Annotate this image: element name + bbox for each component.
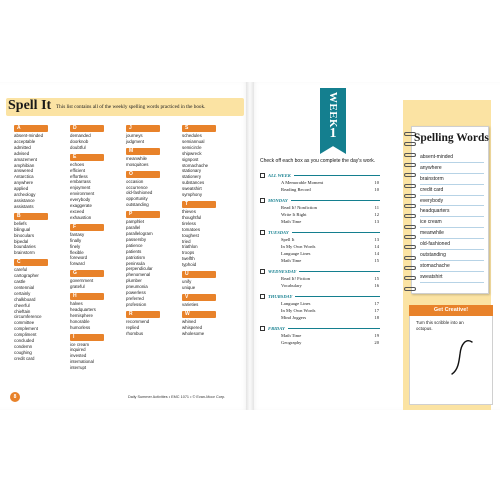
spelling-word: efficient bbox=[70, 167, 86, 173]
spelling-word: patients bbox=[126, 248, 142, 254]
spelling-word: applied bbox=[14, 186, 29, 192]
daily-checklist bbox=[260, 168, 380, 346]
sidebar-spelling-word: sweatshirt bbox=[420, 272, 484, 283]
spelling-word: echoes bbox=[70, 161, 85, 167]
spelling-word: amazement bbox=[14, 156, 37, 162]
activity-name: Geography bbox=[281, 340, 302, 345]
day-heading bbox=[260, 228, 380, 236]
get-creative-title: Get Creative! bbox=[409, 305, 493, 316]
get-creative-text: Turn this scribble into an octopus. bbox=[416, 320, 464, 331]
spelling-word: assistants bbox=[14, 203, 34, 209]
letter-heading: H bbox=[70, 293, 104, 300]
spelling-word: patience bbox=[126, 242, 143, 248]
spelling-word: mosquitoes bbox=[126, 161, 149, 167]
spelling-word: careful bbox=[14, 267, 28, 273]
day-rule bbox=[292, 232, 380, 233]
scribble-drawing[interactable] bbox=[446, 334, 476, 380]
spelling-word: toughest bbox=[182, 232, 199, 238]
spelling-word: foreword bbox=[70, 255, 88, 261]
spelling-word: answered bbox=[14, 168, 34, 174]
activity-row bbox=[260, 339, 380, 346]
letter-heading: J bbox=[126, 125, 160, 132]
day-checkbox[interactable] bbox=[260, 230, 265, 235]
spelling-word: sweatshirt bbox=[182, 186, 202, 192]
day-checkbox[interactable] bbox=[260, 294, 265, 299]
instructions-text: Check off each box as you complete the day's work. bbox=[260, 158, 376, 164]
spiral-ring bbox=[404, 214, 416, 218]
spelling-word: invested bbox=[70, 353, 87, 359]
spiral-ring bbox=[404, 153, 416, 157]
activity-page: 14 bbox=[374, 251, 379, 256]
spelling-word: opportunity bbox=[126, 196, 148, 202]
spelling-word: binoculars bbox=[14, 232, 35, 238]
letter-heading: F bbox=[70, 224, 104, 231]
spelling-word: triathlon bbox=[182, 244, 198, 250]
spelling-word: ice cream bbox=[70, 341, 90, 347]
spelling-word: embarrass bbox=[70, 179, 91, 185]
day-label: FRIDAY bbox=[268, 325, 285, 331]
activity-name: Vocabulary bbox=[281, 283, 302, 288]
spelling-word: journeys bbox=[126, 133, 143, 138]
activity-row bbox=[260, 179, 380, 186]
day-checkbox[interactable] bbox=[260, 198, 265, 203]
activity-row bbox=[260, 236, 380, 243]
activity-row bbox=[260, 243, 380, 250]
spelling-word: meanwhile bbox=[126, 155, 147, 161]
activity-name: Math Time bbox=[281, 333, 302, 338]
word-column-1 bbox=[14, 122, 64, 362]
day-label: TUESDAY bbox=[268, 229, 289, 235]
spelling-word: signpost bbox=[182, 156, 199, 162]
activity-name: Reading Record bbox=[281, 187, 311, 192]
spelling-word: stomachache bbox=[182, 162, 209, 168]
spiral-ring bbox=[404, 256, 416, 260]
spelling-word: phenomenal bbox=[126, 272, 151, 278]
spelling-word: whined bbox=[182, 318, 196, 324]
day-heading bbox=[260, 324, 380, 332]
day-label: WEDNESDAY bbox=[268, 268, 297, 274]
letter-heading: C bbox=[14, 259, 48, 266]
spelling-word: tireless bbox=[182, 220, 196, 226]
letter-heading: O bbox=[126, 171, 160, 178]
spelling-word: varieties bbox=[182, 301, 199, 307]
activity-row bbox=[260, 282, 380, 289]
spiral-ring bbox=[404, 184, 416, 188]
spelling-word: archeology bbox=[14, 192, 36, 198]
spelling-word: plumber bbox=[126, 278, 142, 284]
spelling-word: doorknob bbox=[70, 138, 89, 144]
spelling-word: shipwreck bbox=[182, 150, 202, 156]
activity-page: 12 bbox=[374, 212, 379, 217]
spelling-word: unique bbox=[182, 284, 196, 290]
spelling-word: centennial bbox=[14, 284, 35, 290]
spelling-word: grateful bbox=[70, 284, 85, 290]
spelling-word: powerless bbox=[126, 290, 146, 296]
activity-page: 13 bbox=[374, 219, 379, 224]
spelling-word: outstanding bbox=[126, 202, 149, 208]
spiral-ring bbox=[404, 287, 416, 291]
day-label: THURSDAY bbox=[268, 293, 293, 299]
spelling-word: parallel bbox=[126, 225, 141, 231]
spelling-word: humorless bbox=[70, 324, 91, 330]
spelling-word: exaggerate bbox=[70, 203, 92, 209]
letter-heading: G bbox=[70, 270, 104, 277]
spelling-word: certainly bbox=[14, 290, 31, 296]
activity-row bbox=[260, 275, 380, 282]
spelling-word: boundaries bbox=[14, 244, 36, 250]
day-rule bbox=[288, 328, 380, 329]
day-heading bbox=[260, 292, 380, 300]
activity-page: 17 bbox=[374, 301, 379, 306]
activity-row bbox=[260, 300, 380, 307]
spelling-word: stationery bbox=[182, 174, 202, 180]
spelling-word: forward bbox=[70, 261, 85, 267]
spelling-word: concluded bbox=[14, 338, 35, 344]
sidebar-spelling-word: outstanding bbox=[420, 250, 484, 261]
sidebar-spelling-word: absent-minded bbox=[420, 152, 484, 163]
day-rule bbox=[291, 200, 380, 201]
spelling-word: finely bbox=[70, 243, 81, 249]
spelling-word: fantasy bbox=[70, 231, 85, 237]
spelling-word: occasion bbox=[126, 178, 144, 184]
word-column-4 bbox=[182, 122, 232, 336]
spelling-word: troops bbox=[182, 250, 195, 256]
spelling-word: admitted bbox=[14, 144, 31, 150]
sidebar-spelling-word: credit card bbox=[420, 185, 484, 196]
spelling-word: whispered bbox=[182, 324, 203, 330]
spelling-word: beliefs bbox=[14, 220, 27, 226]
spelling-word: advised bbox=[14, 150, 30, 156]
spelling-word: pneumonia bbox=[126, 284, 148, 290]
spelling-word: enjoyment bbox=[70, 185, 91, 191]
page-footer: Daily Summer Activities • EMC 1071 • © Evan-Moor Corp. bbox=[128, 395, 226, 399]
letter-heading: R bbox=[126, 311, 160, 318]
activity-page: 15 bbox=[374, 276, 379, 281]
spelling-word: recommend bbox=[126, 318, 150, 324]
activity-row bbox=[260, 257, 380, 264]
spelling-word: halves bbox=[70, 301, 83, 307]
letter-heading: M bbox=[126, 148, 160, 155]
letter-heading: P bbox=[126, 211, 160, 218]
spelling-word: anywhere bbox=[14, 180, 34, 186]
spelling-word: old-fashioned bbox=[126, 190, 153, 196]
spelling-word: effortless bbox=[70, 173, 88, 179]
spelling-word: everybody bbox=[70, 197, 91, 203]
activity-page: 19 bbox=[374, 333, 379, 338]
spelling-word: demanded bbox=[70, 133, 91, 138]
spelling-word: cheerful bbox=[14, 302, 30, 308]
letter-heading: S bbox=[182, 125, 216, 132]
activity-row bbox=[260, 307, 380, 314]
activity-page: 10 bbox=[374, 187, 379, 192]
activity-name: Language Lines bbox=[281, 251, 311, 256]
spelling-word: condemn bbox=[14, 344, 33, 349]
spiral-ring bbox=[404, 245, 416, 249]
spelling-word: government bbox=[70, 278, 94, 284]
spiral-binding bbox=[404, 128, 418, 296]
spelling-word: flexible bbox=[70, 249, 84, 255]
spelling-word: honorable bbox=[70, 318, 90, 324]
spelling-word: tomatoes bbox=[182, 226, 201, 232]
day-rule bbox=[295, 296, 380, 297]
spelling-word: symphony bbox=[182, 192, 203, 198]
word-column-3 bbox=[126, 122, 176, 336]
word-column-2 bbox=[70, 122, 120, 371]
letter-heading: W bbox=[182, 311, 216, 318]
day-label: MONDAY bbox=[268, 197, 288, 203]
activity-name: Read It! Nonfiction bbox=[281, 205, 317, 210]
spiral-ring bbox=[404, 266, 416, 270]
spelling-word: absent-minded bbox=[14, 133, 44, 138]
spelling-word: peninsula bbox=[126, 260, 145, 266]
activity-name: Spell It bbox=[281, 237, 295, 242]
spelling-word: committee bbox=[14, 320, 35, 326]
spelling-word: acceptable bbox=[14, 138, 36, 144]
activity-row bbox=[260, 204, 380, 211]
spelling-word: brainstorm bbox=[14, 250, 35, 256]
sidebar-spelling-word: anywhere bbox=[420, 163, 484, 174]
day-heading bbox=[260, 267, 380, 275]
activity-name: Write It Right bbox=[281, 212, 307, 217]
activity-page: 10 bbox=[374, 180, 379, 185]
spelling-word: exhaustion bbox=[70, 214, 92, 220]
spelling-word: wholesome bbox=[182, 330, 205, 336]
spelling-word: chalkboard bbox=[14, 296, 36, 302]
spelling-word: schedules bbox=[182, 133, 202, 138]
spiral-ring bbox=[404, 204, 416, 208]
spelling-word: occurrence bbox=[126, 184, 148, 190]
week-label: WEEK bbox=[327, 91, 339, 129]
spelling-word: patriotism bbox=[126, 254, 146, 260]
activity-name: Read It! Fiction bbox=[281, 276, 311, 281]
spelling-word: Antarctica bbox=[14, 174, 34, 180]
sidebar-spelling-word: brainstorm bbox=[420, 174, 484, 185]
activity-page: 17 bbox=[374, 308, 379, 313]
activity-page: 13 bbox=[374, 237, 379, 242]
activity-row bbox=[260, 314, 380, 321]
day-heading bbox=[260, 171, 380, 179]
spelling-word: thoughtful bbox=[182, 214, 202, 220]
activity-row bbox=[260, 218, 380, 225]
spelling-word: compliment bbox=[14, 332, 37, 338]
activity-row bbox=[260, 186, 380, 193]
sidebar-spelling-word: ice cream bbox=[420, 217, 484, 228]
spiral-ring bbox=[404, 173, 416, 177]
page-title: Spell It bbox=[8, 98, 52, 113]
sidebar-spelling-word: old-fashioned bbox=[420, 239, 484, 250]
activity-name: Language Lines bbox=[281, 301, 311, 306]
spelling-word: circumference bbox=[14, 314, 42, 320]
spelling-word: bilingual bbox=[14, 226, 31, 232]
spelling-word: rhombus bbox=[126, 330, 144, 336]
spelling-word: hemisphere bbox=[70, 312, 93, 318]
spelling-word: parallelogram bbox=[126, 230, 153, 236]
week-number: 1 bbox=[329, 126, 337, 141]
activity-page: 20 bbox=[374, 340, 379, 345]
day-heading bbox=[260, 196, 380, 204]
spelling-word: preferred bbox=[126, 295, 144, 301]
spelling-word: unify bbox=[182, 279, 192, 285]
spelling-word: environment bbox=[70, 191, 95, 197]
activity-name: Math Time bbox=[281, 219, 302, 224]
letter-heading: I bbox=[70, 334, 104, 341]
spelling-word: doubtful bbox=[70, 144, 86, 150]
spelling-word: stationary bbox=[182, 168, 202, 174]
letter-heading: A bbox=[14, 125, 48, 132]
day-label: ALL WEEK bbox=[268, 172, 291, 178]
letter-heading: V bbox=[182, 294, 216, 301]
activity-page: 16 bbox=[374, 283, 379, 288]
activity-row bbox=[260, 211, 380, 218]
spelling-word: finally bbox=[70, 237, 82, 243]
spelling-word: profession bbox=[126, 301, 147, 307]
spelling-word: thieves bbox=[182, 208, 196, 214]
spiral-ring bbox=[404, 163, 416, 167]
spelling-word: assistance bbox=[14, 197, 35, 203]
day-checkbox[interactable] bbox=[260, 173, 265, 178]
page-number: 8 bbox=[10, 392, 20, 402]
activity-name: Math Time bbox=[281, 258, 302, 263]
spelling-word: headquarters bbox=[70, 306, 96, 312]
letter-heading: U bbox=[182, 271, 216, 278]
spelling-word: semiannual bbox=[182, 138, 205, 144]
activity-row bbox=[260, 250, 380, 257]
activity-page: 18 bbox=[374, 315, 379, 320]
spelling-word: cartographer bbox=[14, 273, 39, 279]
sidebar-spelling-word: headquarters bbox=[420, 206, 484, 217]
spelling-word: semicircle bbox=[182, 144, 202, 150]
letter-heading: E bbox=[70, 154, 104, 161]
spelling-words-title: Spelling Words bbox=[414, 132, 489, 144]
letter-heading: D bbox=[70, 125, 104, 132]
spelling-word: judgment bbox=[126, 138, 145, 144]
activity-page: 11 bbox=[374, 205, 379, 210]
spelling-word: castle bbox=[14, 279, 26, 285]
spelling-word: substances bbox=[182, 180, 205, 186]
book-gutter bbox=[246, 82, 254, 410]
day-checkbox[interactable] bbox=[260, 326, 265, 331]
spelling-word: chieftain bbox=[14, 308, 31, 314]
spelling-word: bipedal bbox=[14, 238, 29, 244]
spelling-word: pamphlet bbox=[126, 219, 145, 225]
spelling-word: interrupt bbox=[70, 365, 87, 371]
spiral-ring bbox=[404, 235, 416, 239]
spelling-word: inquired bbox=[70, 347, 86, 353]
spelling-word: tried bbox=[182, 238, 191, 244]
sidebar-spelling-word: meanwhile bbox=[420, 228, 484, 239]
letter-heading: B bbox=[14, 213, 48, 220]
day-rule bbox=[299, 271, 380, 272]
spelling-words-list bbox=[420, 152, 484, 283]
spelling-word: twelfth bbox=[182, 256, 195, 262]
letter-heading: T bbox=[182, 201, 216, 208]
spelling-word: international bbox=[70, 359, 94, 365]
activity-page: 15 bbox=[374, 258, 379, 263]
spelling-word: amphibian bbox=[14, 162, 35, 168]
activity-name: In My Own Words bbox=[281, 244, 316, 249]
page-description: This list contains all of the weekly spelling words practiced in the book. bbox=[56, 104, 206, 110]
day-checkbox[interactable] bbox=[260, 269, 265, 274]
spiral-ring bbox=[404, 225, 416, 229]
spelling-word: credit card bbox=[14, 355, 35, 361]
activity-name: Mind Joggers bbox=[281, 315, 307, 320]
sidebar-spelling-word: everybody bbox=[420, 196, 484, 207]
activity-row bbox=[260, 332, 380, 339]
spelling-word: exceed bbox=[70, 208, 85, 214]
activity-page: 14 bbox=[374, 244, 379, 249]
spelling-word: passersby bbox=[126, 236, 147, 242]
activity-name: In My Own Words bbox=[281, 308, 316, 313]
spelling-word: coughing bbox=[14, 349, 32, 355]
activity-name: A Memorable Moment bbox=[281, 180, 324, 185]
spelling-word: complement bbox=[14, 326, 38, 332]
spiral-ring bbox=[404, 276, 416, 280]
spelling-word: replied bbox=[126, 324, 140, 330]
spiral-ring bbox=[404, 194, 416, 198]
spelling-word: typhoid bbox=[182, 262, 197, 268]
spelling-word: perpendicular bbox=[126, 266, 153, 272]
sidebar-spelling-word: stomachache bbox=[420, 261, 484, 272]
day-rule bbox=[294, 175, 380, 176]
